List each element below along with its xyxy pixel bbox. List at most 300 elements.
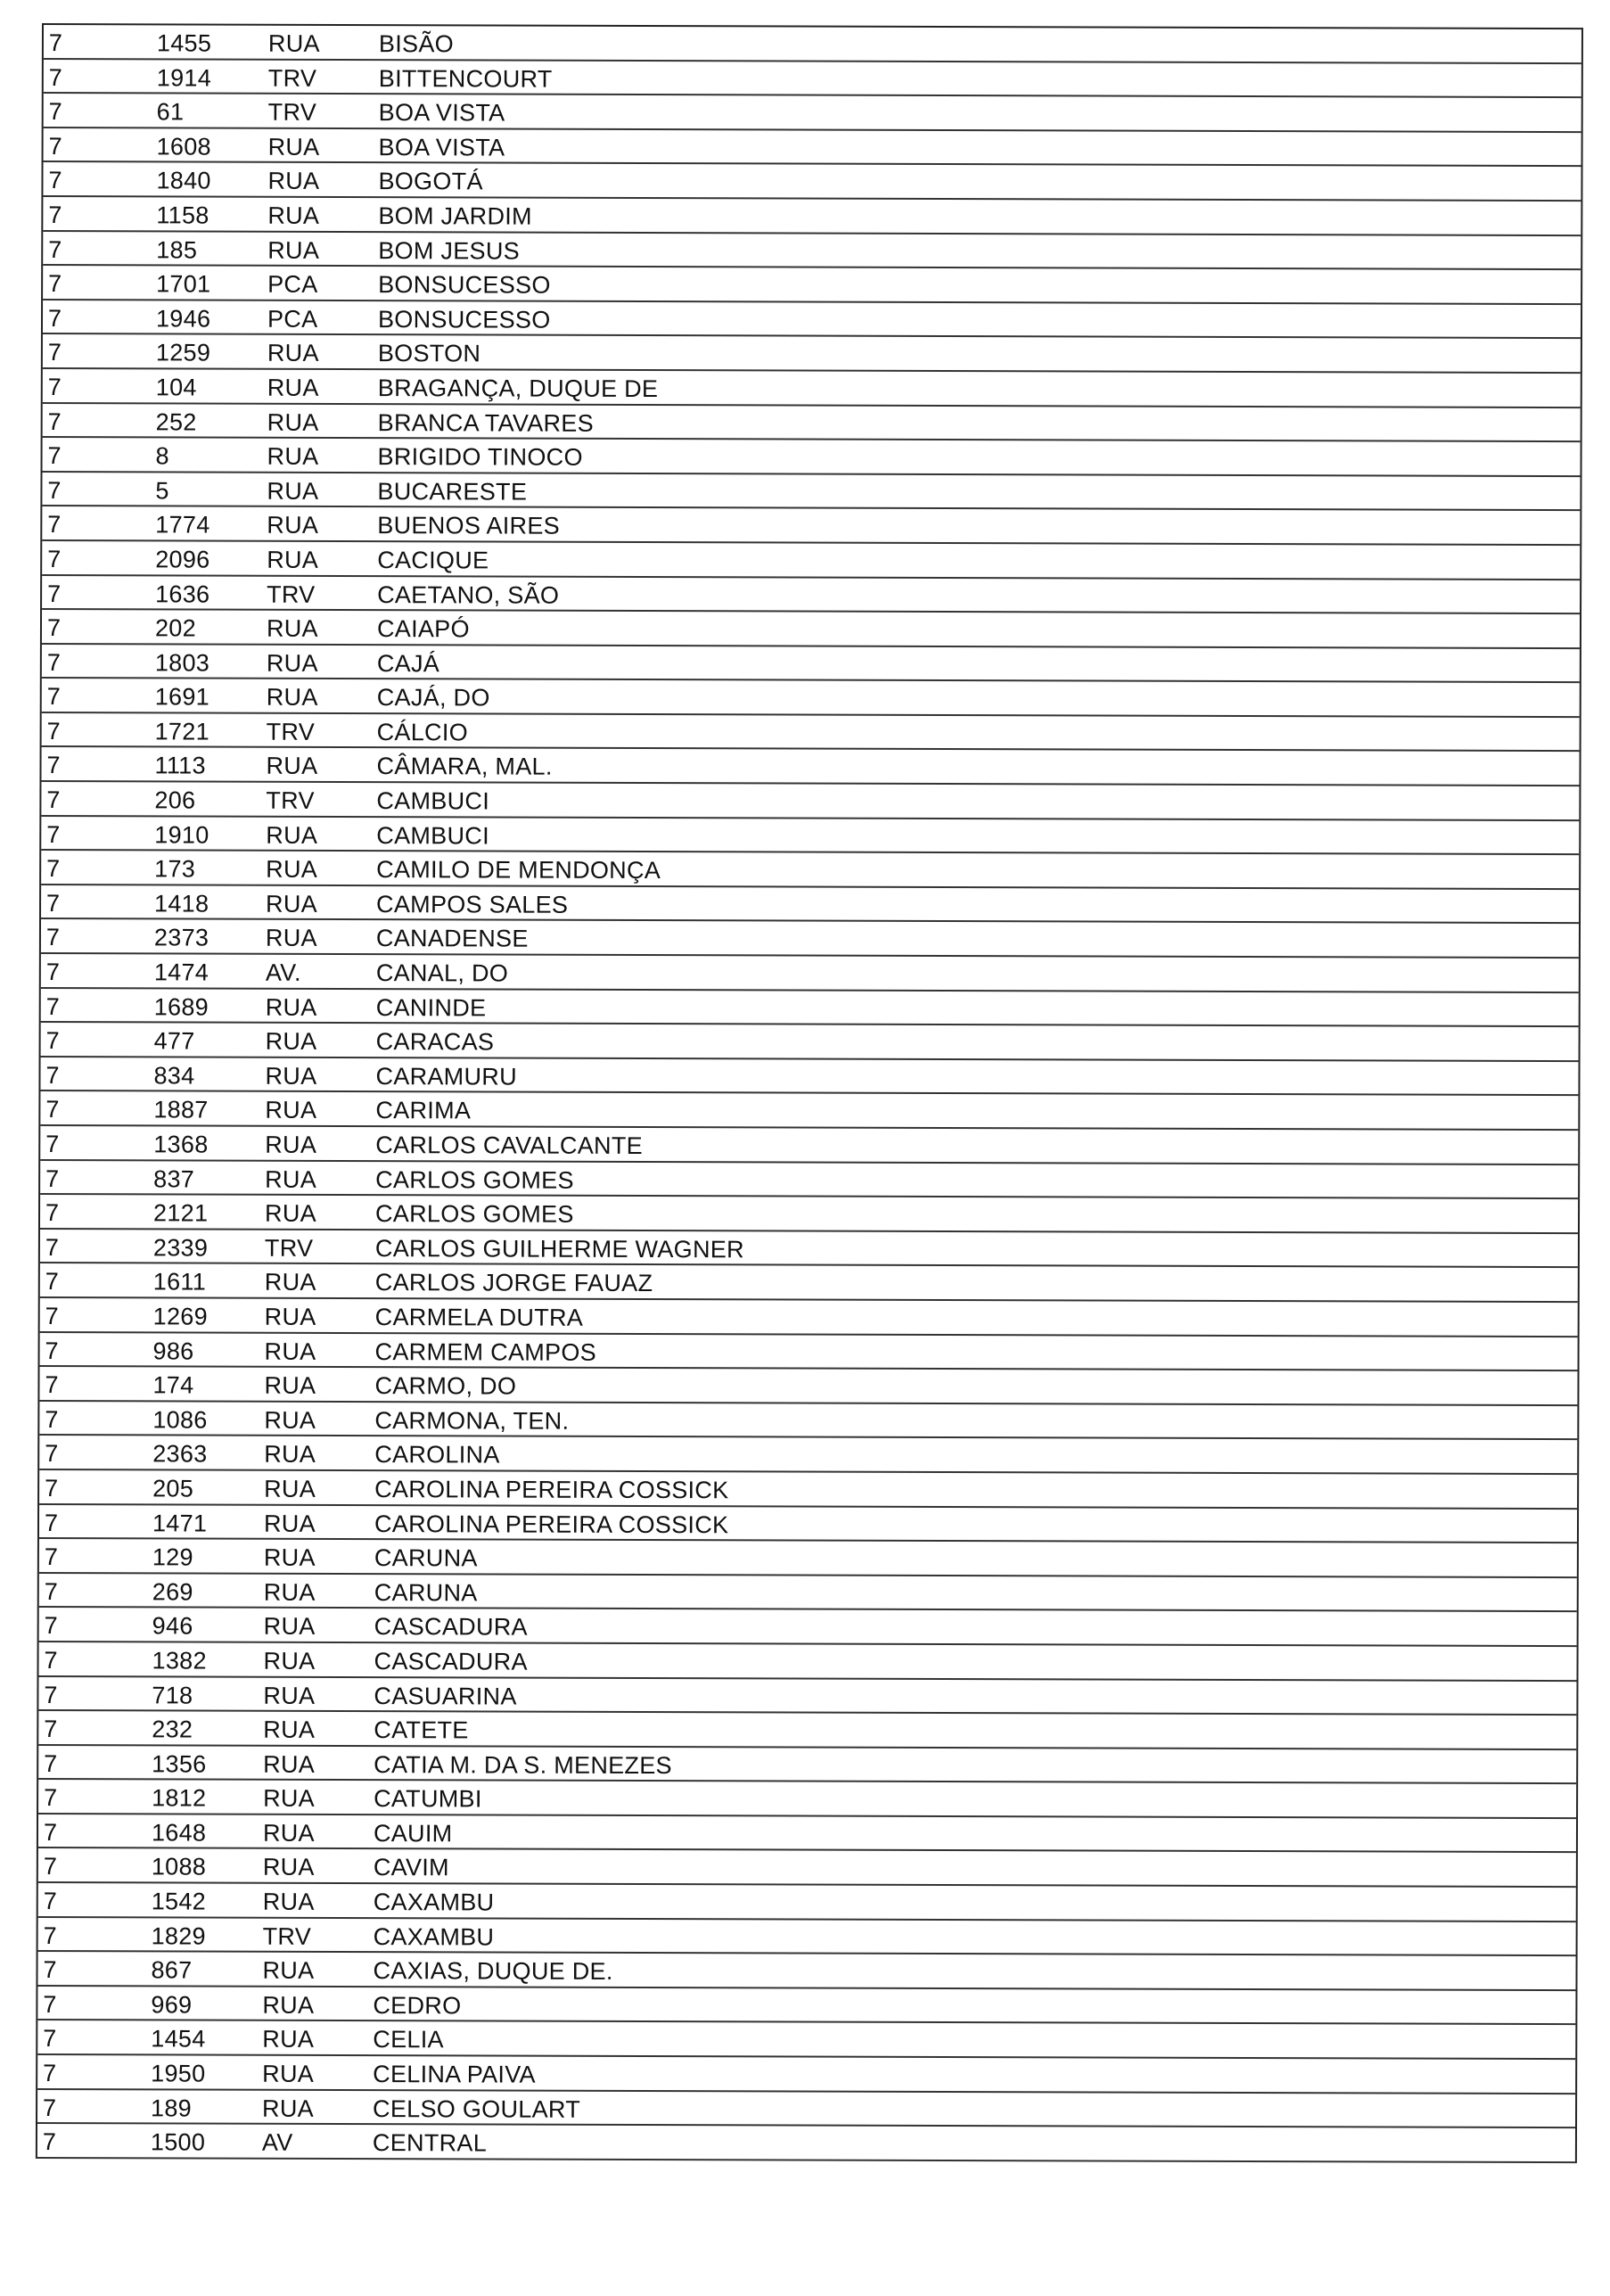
type-cell: RUA bbox=[262, 1888, 315, 1915]
code-cell: 205 bbox=[152, 1475, 194, 1502]
zone-cell: 7 bbox=[48, 98, 63, 126]
type-cell: RUA bbox=[267, 340, 319, 367]
table-row bbox=[41, 954, 1579, 993]
street-name-cell: CARACAS bbox=[375, 1028, 495, 1056]
zone-cell: 7 bbox=[47, 580, 62, 607]
street-name-cell: BONSUCESSO bbox=[377, 305, 551, 333]
zone-cell: 7 bbox=[46, 648, 62, 676]
code-cell: 1113 bbox=[154, 752, 206, 780]
type-cell: RUA bbox=[265, 1097, 317, 1124]
type-cell: RUA bbox=[265, 1027, 317, 1056]
table-row bbox=[43, 404, 1581, 443]
street-name-cell: BOSTON bbox=[377, 340, 481, 367]
street-name-cell: BRANCA TAVARES bbox=[377, 408, 594, 437]
street-name-cell: CAXAMBU bbox=[373, 1889, 495, 1916]
zone-cell: 7 bbox=[45, 959, 61, 986]
street-name-cell: BOA VISTA bbox=[378, 133, 505, 161]
zone-cell: 7 bbox=[45, 1061, 60, 1089]
street-name-cell: CANAL, DO bbox=[375, 959, 509, 987]
table-row bbox=[37, 2055, 1575, 2094]
zone-cell: 7 bbox=[46, 614, 62, 642]
type-cell: RUA bbox=[262, 1854, 315, 1881]
type-cell: RUA bbox=[264, 1475, 316, 1502]
zone-cell: 7 bbox=[47, 304, 62, 332]
code-cell: 1910 bbox=[154, 821, 209, 849]
zone-cell: 7 bbox=[45, 1440, 59, 1468]
zone-cell: 7 bbox=[45, 1302, 60, 1330]
zone-cell: 7 bbox=[48, 235, 62, 263]
zone-cell: 7 bbox=[44, 1749, 58, 1777]
table-row bbox=[38, 1746, 1576, 1785]
table-row bbox=[41, 851, 1579, 890]
table-row bbox=[39, 1574, 1577, 1613]
zone-cell: 7 bbox=[48, 132, 62, 160]
street-name-cell: CELINA PAIVA bbox=[373, 2061, 536, 2088]
type-cell: RUA bbox=[266, 855, 318, 884]
code-cell: 206 bbox=[154, 786, 196, 814]
table-row bbox=[41, 817, 1579, 856]
street-name-cell: BUENOS AIRES bbox=[377, 512, 561, 540]
table-row bbox=[38, 1918, 1576, 1957]
zone-cell: 7 bbox=[48, 167, 62, 194]
code-cell: 986 bbox=[152, 1337, 194, 1365]
street-name-cell: CAXIAS, DUQUE DE. bbox=[373, 1957, 613, 1986]
street-name-cell: CARAMURU bbox=[375, 1062, 517, 1090]
table-row bbox=[40, 1263, 1578, 1303]
type-cell: TRV bbox=[262, 1922, 312, 1950]
zone-cell: 7 bbox=[44, 1612, 59, 1640]
zone-cell: 7 bbox=[44, 1509, 59, 1536]
table-row bbox=[43, 197, 1581, 236]
code-cell: 1648 bbox=[151, 1819, 207, 1847]
code-cell: 1946 bbox=[155, 305, 211, 333]
zone-cell: 7 bbox=[45, 1199, 60, 1227]
zone-cell: 7 bbox=[48, 63, 63, 91]
zone-cell: 7 bbox=[48, 29, 63, 57]
street-name-cell: BUCARESTE bbox=[377, 477, 528, 506]
code-cell: 1368 bbox=[153, 1131, 209, 1158]
street-name-cell: BOGOTÁ bbox=[378, 168, 483, 195]
code-cell: 1086 bbox=[152, 1406, 208, 1434]
type-cell: RUA bbox=[263, 1613, 316, 1641]
table-row bbox=[44, 60, 1581, 99]
table-row bbox=[42, 576, 1580, 615]
street-name-cell: CAIAPÓ bbox=[376, 615, 470, 643]
type-cell: RUA bbox=[262, 2094, 315, 2122]
street-name-cell: CARMELA DUTRA bbox=[374, 1304, 584, 1331]
type-cell: RUA bbox=[262, 2060, 315, 2087]
zone-cell: 7 bbox=[44, 1681, 58, 1708]
code-cell: 2121 bbox=[152, 1199, 209, 1227]
table-row bbox=[44, 25, 1581, 64]
type-cell: RUA bbox=[263, 1647, 316, 1675]
zone-cell: 7 bbox=[46, 752, 61, 779]
type-cell: RUA bbox=[266, 614, 318, 643]
code-cell: 1803 bbox=[154, 649, 210, 677]
code-cell: 2373 bbox=[153, 924, 209, 951]
type-cell: RUA bbox=[265, 1131, 317, 1158]
code-cell: 2339 bbox=[152, 1234, 209, 1262]
type-cell: RUA bbox=[263, 1682, 316, 1709]
zone-cell: 7 bbox=[43, 1956, 57, 1984]
zone-cell: 7 bbox=[46, 683, 62, 711]
code-cell: 1356 bbox=[152, 1750, 207, 1778]
street-name-cell: CENTRAL bbox=[372, 2129, 488, 2157]
table-row bbox=[42, 610, 1580, 649]
code-cell: 104 bbox=[155, 374, 197, 401]
table-row bbox=[39, 1402, 1577, 1441]
code-cell: 269 bbox=[152, 1578, 193, 1606]
code-cell: 867 bbox=[151, 1956, 193, 1984]
code-cell: 1158 bbox=[156, 202, 209, 229]
zone-cell: 7 bbox=[43, 1853, 58, 1880]
zone-cell: 7 bbox=[46, 717, 62, 745]
street-name-cell: CAROLINA bbox=[374, 1441, 500, 1469]
type-cell: RUA bbox=[266, 821, 318, 849]
zone-cell: 7 bbox=[42, 2128, 57, 2156]
table-row bbox=[38, 1642, 1576, 1682]
code-cell: 185 bbox=[156, 235, 198, 264]
zone-cell: 7 bbox=[44, 1784, 58, 1812]
code-cell: 173 bbox=[154, 855, 196, 883]
type-cell: TRV bbox=[264, 1234, 314, 1262]
street-name-cell: CAXAMBU bbox=[373, 1922, 495, 1951]
type-cell: RUA bbox=[263, 1510, 316, 1537]
type-cell: RUA bbox=[267, 202, 320, 229]
street-name-cell: CARMONA, TEN. bbox=[374, 1406, 570, 1435]
street-name-cell: CARUNA bbox=[374, 1578, 478, 1607]
street-name-cell: CANADENSE bbox=[375, 925, 529, 953]
table-row bbox=[43, 334, 1581, 374]
zone-cell: 7 bbox=[45, 1233, 60, 1261]
code-cell: 477 bbox=[153, 1027, 195, 1055]
table-row bbox=[42, 713, 1580, 753]
type-cell: RUA bbox=[267, 168, 320, 195]
street-name-cell: BITTENCOURT bbox=[378, 64, 553, 93]
table-row bbox=[37, 2020, 1575, 2060]
street-name-cell: BISÃO bbox=[378, 30, 455, 58]
code-cell: 834 bbox=[153, 1062, 195, 1090]
type-cell: RUA bbox=[267, 546, 319, 573]
type-cell: RUA bbox=[264, 1269, 316, 1296]
type-cell: RUA bbox=[264, 1406, 316, 1434]
zone-cell: 7 bbox=[45, 992, 61, 1020]
code-cell: 189 bbox=[151, 2094, 193, 2122]
zone-cell: 7 bbox=[47, 545, 62, 572]
street-name-cell: CARLOS GOMES bbox=[374, 1200, 574, 1228]
street-name-cell: CAMBUCI bbox=[376, 787, 490, 815]
type-cell: PCA bbox=[267, 270, 318, 299]
type-cell: TRV bbox=[267, 64, 317, 92]
type-cell: RUA bbox=[262, 2026, 315, 2053]
type-cell: RUA bbox=[265, 993, 317, 1021]
street-name-cell: CACIQUE bbox=[377, 547, 489, 574]
table-row bbox=[43, 266, 1581, 305]
code-cell: 1542 bbox=[151, 1888, 207, 1915]
street-name-cell: CAUIM bbox=[373, 1819, 453, 1847]
code-cell: 969 bbox=[151, 1991, 193, 2019]
code-cell: 1721 bbox=[154, 718, 209, 745]
table-row bbox=[41, 989, 1579, 1028]
type-cell: RUA bbox=[263, 1578, 316, 1606]
zone-cell: 7 bbox=[45, 924, 61, 951]
zone-cell: 7 bbox=[45, 1096, 60, 1123]
street-name-cell: BOM JESUS bbox=[378, 236, 521, 265]
type-cell: RUA bbox=[262, 1819, 315, 1847]
code-cell: 8 bbox=[155, 442, 169, 470]
code-cell: 837 bbox=[153, 1164, 195, 1193]
table-row bbox=[38, 1780, 1576, 1819]
code-cell: 1887 bbox=[153, 1096, 209, 1123]
table-row bbox=[39, 1367, 1577, 1406]
code-cell: 174 bbox=[152, 1371, 194, 1399]
table-row bbox=[43, 232, 1581, 271]
table-row bbox=[42, 679, 1580, 718]
street-name-cell: CARLOS GUILHERME WAGNER bbox=[374, 1234, 744, 1263]
street-name-cell: CELIA bbox=[373, 2026, 444, 2053]
table-row bbox=[41, 747, 1579, 786]
zone-cell: 7 bbox=[44, 1716, 58, 1743]
type-cell: RUA bbox=[265, 1062, 317, 1090]
code-cell: 252 bbox=[155, 407, 197, 436]
zone-cell: 7 bbox=[45, 1405, 59, 1433]
table-row bbox=[42, 506, 1580, 546]
street-name-cell: CASCADURA bbox=[374, 1648, 528, 1675]
code-cell: 1812 bbox=[152, 1784, 207, 1812]
table-row bbox=[40, 1126, 1578, 1165]
street-name-cell: CÂMARA, MAL. bbox=[376, 753, 553, 781]
street-name-cell: CAROLINA PEREIRA COSSICK bbox=[374, 1510, 729, 1538]
street-name-cell: CAJÁ bbox=[376, 649, 440, 678]
table-row bbox=[37, 1952, 1575, 1991]
type-cell: AV. bbox=[265, 959, 301, 986]
code-cell: 2096 bbox=[155, 546, 210, 573]
type-cell: RUA bbox=[264, 1337, 316, 1365]
table-row bbox=[41, 782, 1579, 821]
code-cell: 1455 bbox=[156, 29, 212, 57]
street-name-cell: CATETE bbox=[374, 1716, 469, 1744]
code-cell: 202 bbox=[154, 614, 196, 642]
table-row bbox=[44, 94, 1581, 133]
table-row bbox=[39, 1436, 1577, 1475]
zone-cell: 7 bbox=[44, 1543, 59, 1571]
table-row bbox=[37, 2124, 1575, 2163]
type-cell: RUA bbox=[264, 1371, 316, 1400]
zone-cell: 7 bbox=[45, 1268, 60, 1296]
type-cell: RUA bbox=[265, 925, 317, 952]
street-name-cell: BOM JARDIM bbox=[378, 202, 532, 230]
table-row bbox=[38, 1815, 1576, 1854]
zone-cell: 7 bbox=[43, 1922, 58, 1949]
table-row bbox=[39, 1505, 1577, 1544]
zone-cell: 7 bbox=[46, 889, 61, 917]
code-cell: 1950 bbox=[151, 2060, 206, 2087]
zone-cell: 7 bbox=[47, 407, 62, 435]
zone-cell: 7 bbox=[48, 201, 62, 229]
street-name-cell: CAMPOS SALES bbox=[376, 890, 569, 918]
street-name-cell: BRAGANÇA, DUQUE DE bbox=[377, 374, 659, 402]
type-cell: RUA bbox=[266, 684, 318, 712]
code-cell: 1088 bbox=[151, 1853, 207, 1881]
table-row bbox=[42, 473, 1580, 512]
zone-cell: 7 bbox=[45, 1027, 60, 1055]
street-name-cell: CAROLINA PEREIRA COSSICK bbox=[374, 1476, 729, 1504]
table-row bbox=[43, 300, 1581, 340]
code-cell: 1474 bbox=[153, 959, 209, 986]
code-cell: 1454 bbox=[151, 2025, 206, 2053]
street-name-cell: CARMEM CAMPOS bbox=[374, 1337, 597, 1366]
code-cell: 129 bbox=[152, 1543, 193, 1571]
code-cell: 1608 bbox=[156, 133, 211, 160]
type-cell: RUA bbox=[264, 1303, 316, 1330]
table-row bbox=[44, 128, 1581, 168]
zone-cell: 7 bbox=[46, 820, 61, 848]
table-row bbox=[41, 1023, 1579, 1062]
code-cell: 1471 bbox=[152, 1509, 208, 1537]
zone-cell: 7 bbox=[44, 1577, 59, 1605]
type-cell: RUA bbox=[266, 890, 318, 918]
type-cell: RUA bbox=[267, 133, 320, 160]
table-row bbox=[39, 1608, 1577, 1647]
type-cell: RUA bbox=[267, 236, 320, 264]
code-cell: 946 bbox=[152, 1612, 193, 1640]
street-name-cell: BONSUCESSO bbox=[378, 271, 551, 299]
table-row bbox=[40, 1057, 1578, 1097]
table-row bbox=[40, 1298, 1578, 1337]
table-row bbox=[40, 1195, 1578, 1234]
table-row bbox=[38, 1848, 1576, 1888]
street-name-cell: CARLOS GOMES bbox=[375, 1165, 574, 1194]
type-cell: RUA bbox=[267, 477, 319, 505]
zone-cell: 7 bbox=[43, 2025, 57, 2053]
zone-cell: 7 bbox=[43, 1990, 57, 2018]
zone-cell: 7 bbox=[43, 1818, 58, 1846]
type-cell: RUA bbox=[262, 1991, 315, 2019]
zone-cell: 7 bbox=[45, 1337, 59, 1364]
street-name-cell: BRIGIDO TINOCO bbox=[377, 443, 583, 471]
code-cell: 1259 bbox=[155, 339, 211, 366]
street-name-cell: CAJÁ, DO bbox=[376, 684, 490, 712]
type-cell: RUA bbox=[263, 1785, 316, 1813]
zone-cell: 7 bbox=[45, 1474, 59, 1502]
type-cell: RUA bbox=[262, 1956, 315, 1985]
zone-cell: 7 bbox=[43, 1888, 58, 1915]
type-cell: RUA bbox=[267, 374, 319, 401]
table-row bbox=[43, 162, 1581, 202]
code-cell: 5 bbox=[155, 477, 169, 505]
zone-cell: 7 bbox=[47, 339, 62, 366]
street-name-cell: CATUMBI bbox=[374, 1785, 482, 1813]
type-cell: RUA bbox=[264, 1199, 316, 1228]
type-cell: RUA bbox=[263, 1750, 316, 1778]
street-name-cell: CELSO GOULART bbox=[373, 2094, 581, 2123]
zone-cell: 7 bbox=[43, 2060, 57, 2087]
code-cell: 1636 bbox=[155, 580, 210, 608]
type-cell: TRV bbox=[266, 786, 315, 814]
code-cell: 2363 bbox=[152, 1440, 208, 1468]
table-row bbox=[40, 1091, 1578, 1131]
table-row bbox=[40, 1333, 1578, 1372]
zone-cell: 7 bbox=[45, 1164, 60, 1192]
type-cell: RUA bbox=[263, 1716, 316, 1744]
street-name-cell: CÁLCIO bbox=[376, 718, 469, 746]
street-name-cell: CEDRO bbox=[373, 1991, 462, 2020]
table-row bbox=[41, 885, 1579, 925]
street-name-cell: CARUNA bbox=[374, 1544, 478, 1572]
code-cell: 1689 bbox=[153, 993, 209, 1021]
type-cell: RUA bbox=[266, 753, 318, 780]
type-cell: TRV bbox=[267, 580, 316, 608]
street-table bbox=[36, 23, 1583, 2163]
zone-cell: 7 bbox=[46, 786, 61, 814]
street-name-cell: CASUARINA bbox=[374, 1682, 517, 1710]
street-name-cell: CARIMA bbox=[375, 1097, 472, 1124]
street-name-cell: BOA VISTA bbox=[378, 99, 505, 127]
zone-cell: 7 bbox=[47, 373, 62, 401]
zone-cell: 7 bbox=[46, 855, 61, 883]
street-name-cell: CATIA M. DA S. MENEZES bbox=[374, 1750, 672, 1779]
code-cell: 61 bbox=[156, 98, 185, 126]
type-cell: RUA bbox=[263, 1543, 316, 1572]
zone-cell: 7 bbox=[47, 511, 62, 539]
street-name-cell: CAETANO, SÃO bbox=[377, 580, 560, 609]
type-cell: RUA bbox=[266, 649, 318, 677]
zone-cell: 7 bbox=[47, 442, 62, 470]
street-name-cell: CAMILO DE MENDONÇA bbox=[376, 856, 661, 885]
street-name-cell: CARMO, DO bbox=[374, 1372, 517, 1400]
code-cell: 1691 bbox=[154, 683, 210, 711]
street-name-cell: CARLOS CAVALCANTE bbox=[375, 1132, 643, 1160]
zone-cell: 7 bbox=[45, 1371, 59, 1399]
type-cell: RUA bbox=[265, 1165, 317, 1193]
code-cell: 718 bbox=[152, 1681, 193, 1709]
type-cell: TRV bbox=[267, 98, 317, 127]
code-cell: 1418 bbox=[154, 890, 209, 918]
table-row bbox=[37, 1987, 1575, 2026]
type-cell: RUA bbox=[264, 1441, 316, 1469]
code-cell: 1840 bbox=[156, 167, 211, 194]
code-cell: 1914 bbox=[156, 63, 212, 92]
zone-cell: 7 bbox=[43, 2094, 57, 2121]
code-cell: 1382 bbox=[152, 1647, 207, 1675]
street-name-cell: CARLOS JORGE FAUAZ bbox=[374, 1269, 653, 1297]
table-row bbox=[42, 645, 1580, 684]
table-row bbox=[43, 438, 1581, 477]
table-row bbox=[40, 1230, 1578, 1269]
zone-cell: 7 bbox=[45, 1131, 60, 1158]
table-row bbox=[37, 2090, 1575, 2129]
table-row bbox=[43, 369, 1581, 408]
code-cell: 1701 bbox=[156, 270, 211, 298]
street-name-cell: CANINDE bbox=[375, 993, 487, 1022]
type-cell: RUA bbox=[267, 512, 319, 539]
type-cell: TRV bbox=[266, 718, 316, 745]
type-cell: AV bbox=[261, 2128, 293, 2157]
table-row bbox=[41, 919, 1579, 959]
table-row bbox=[39, 1470, 1577, 1510]
zone-cell: 7 bbox=[48, 270, 62, 298]
type-cell: RUA bbox=[267, 442, 319, 471]
street-name-cell: CASCADURA bbox=[374, 1613, 528, 1641]
code-cell: 1829 bbox=[151, 1922, 206, 1950]
zone-cell: 7 bbox=[47, 476, 62, 504]
type-cell: RUA bbox=[267, 408, 319, 436]
code-cell: 1269 bbox=[152, 1303, 209, 1330]
table-row bbox=[42, 541, 1580, 580]
type-cell: RUA bbox=[267, 29, 320, 57]
code-cell: 232 bbox=[152, 1716, 193, 1743]
table-row bbox=[39, 1539, 1577, 1578]
